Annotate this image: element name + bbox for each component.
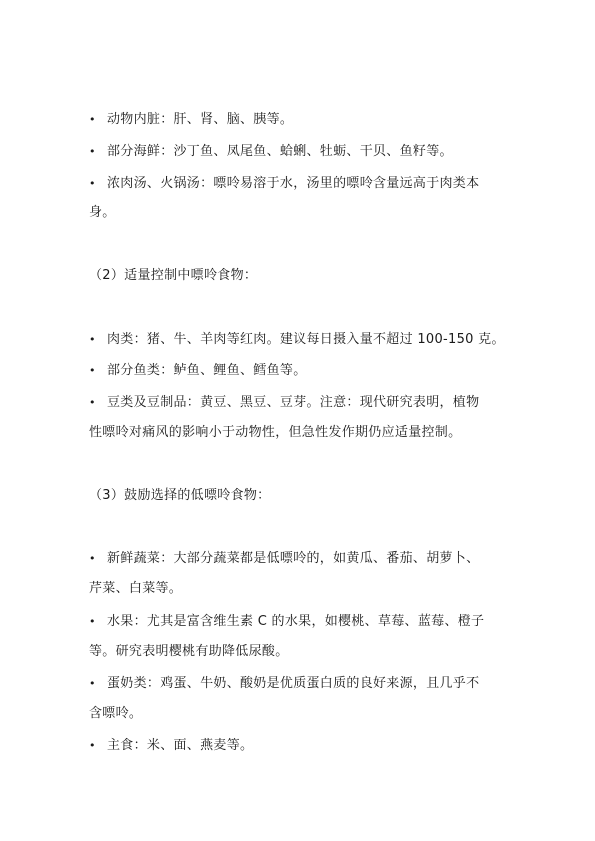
bullet: • [89,739,96,752]
list-item [89,550,519,568]
list-item-continuation: 身。 [89,205,116,220]
list-item-text: 部分鱼类：鲈鱼、鲤鱼、鳕鱼等。 [107,363,307,378]
section-heading: （3）鼓励选择的低嘌呤食物： [89,488,271,503]
bullet: • [89,145,96,158]
list-item [89,394,519,412]
list-item-text: 部分海鲜：沙丁鱼、凤尾鱼、蛤蜊、牡蛎、干贝、鱼籽等。 [107,144,453,159]
list-item [89,143,519,161]
list-item-text: 蛋奶类：鸡蛋、牛奶、酸奶是优质蛋白质的良好来源，且几乎不 [107,676,480,691]
list-item [89,737,519,755]
list-item [89,111,519,129]
bullet: • [89,396,96,409]
list-item-text: 主食：米、面、燕麦等。 [107,738,254,753]
list-item-continuation: 含嘌呤。 [89,706,143,721]
list-item-text: 浓肉汤、火锅汤：嘌呤易溶于水，汤里的嘌呤含量远高于肉类本 [107,176,480,191]
list-item-text: 动物内脏：肝、肾、脑、胰等。 [107,112,294,127]
list-item-text: 豆类及豆制品：黄豆、黑豆、豆芽。注意：现代研究表明，植物 [107,395,480,410]
list-item-text: 肉类：猪、牛、羊肉等红肉。建议每日摄入量不超过 100-150 克。 [107,332,505,347]
list-item-continuation: 芹菜、白菜等。 [89,581,183,596]
list-item-text: 新鲜蔬菜：大部分蔬菜都是低嘌呤的，如黄瓜、番茄、胡萝卜、 [107,551,480,566]
bullet: • [89,677,96,690]
bullet: • [89,177,96,190]
list-item-continuation: 等。研究表明樱桃有助降低尿酸。 [89,644,289,659]
list-item [89,362,519,380]
bullet: • [89,113,96,126]
section-heading: （2）适量控制中嘌呤食物： [89,268,258,283]
list-item [89,675,519,693]
list-item [89,331,519,349]
list-item-continuation: 性嘌呤对痛风的影响小于动物性，但急性发作期仍应适量控制。 [89,425,462,440]
bullet: • [89,552,96,565]
bullet: • [89,333,96,346]
list-item [89,175,519,193]
list-item-text: 水果：尤其是富含维生素 C 的水果，如樱桃、草莓、蓝莓、橙子 [107,614,485,629]
bullet: • [89,364,96,377]
bullet: • [89,615,96,628]
list-item [89,613,519,631]
